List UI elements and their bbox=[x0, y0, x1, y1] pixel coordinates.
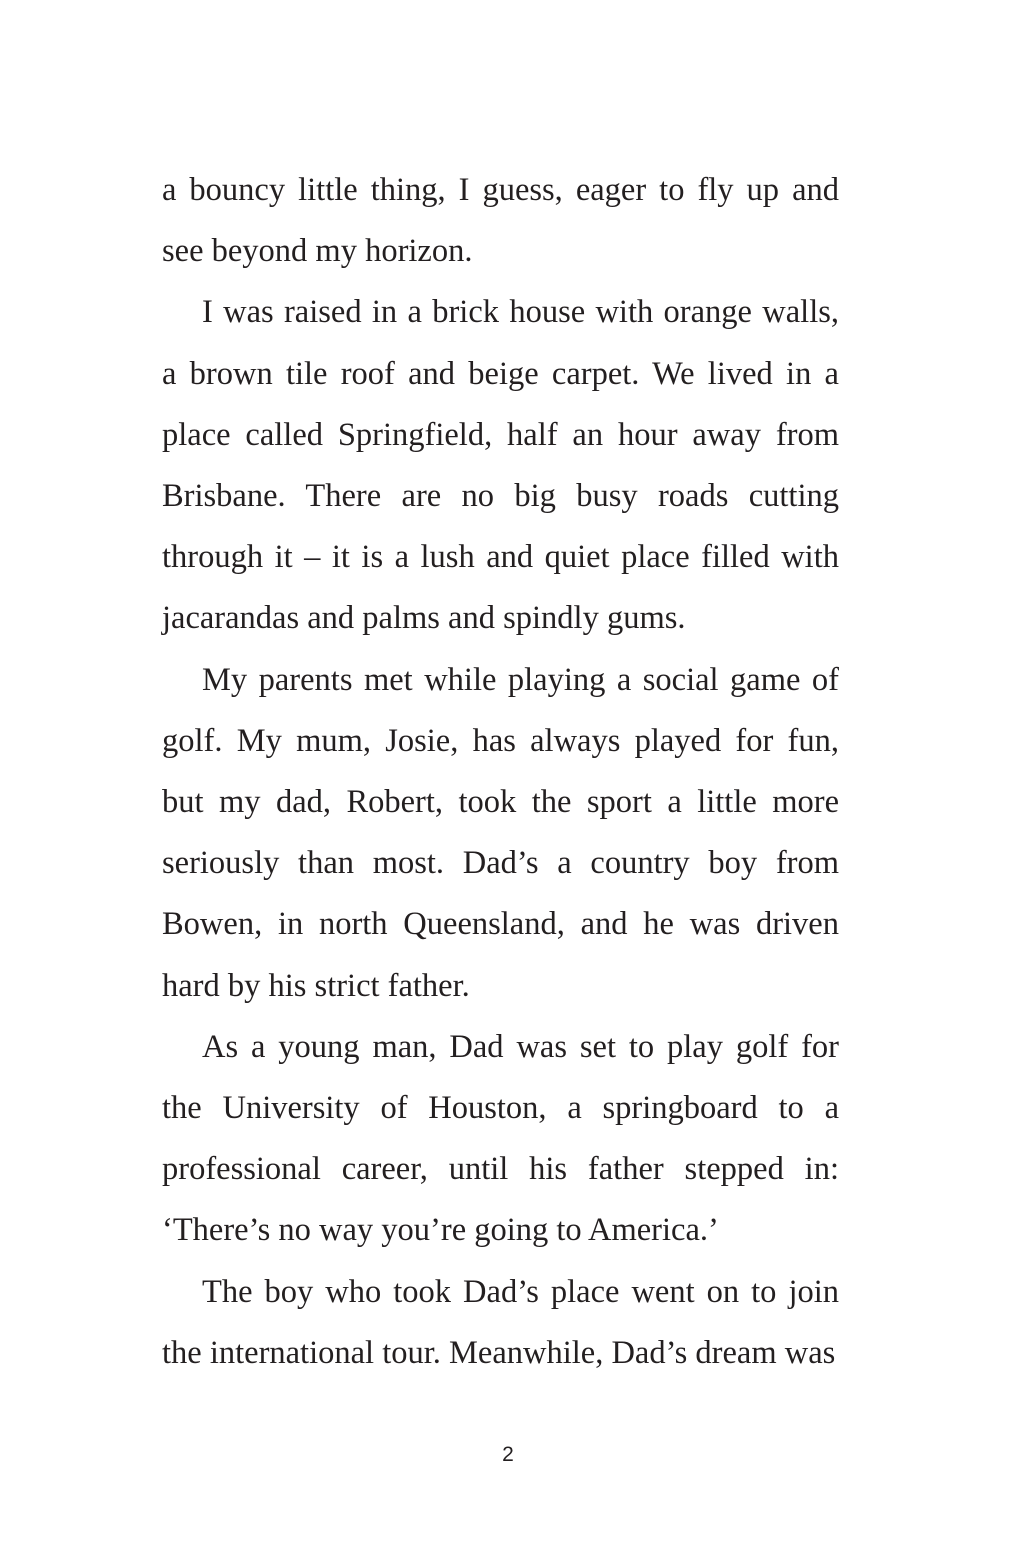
paragraph-childhood-home: I was raised in a brick house with orange walls, a brown tile roof and beige carpet. We lived in a place called Springfield, half an hour away from Brisbane. There are no big busy roads cutting through it – it is a lush and quiet place filled with jacarandas and palms and spindly gums. bbox=[162, 294, 839, 637]
paragraph-parents-met: My parents met while playing a social game of golf. My mum, Josie, has always played for fun, but my dad, Robert, took the sport a little more seriously than most. Dad’s a country boy from Bowen, in north Queensland, and he was driven hard by his strict father. bbox=[162, 661, 839, 1004]
paragraph-university: As a young man, Dad was set to play golf for the University of Houston, a springboard to a professional career, until his father stepped in: ‘There’s no way you’re going to America.’ bbox=[162, 1028, 839, 1249]
page-number: 2 bbox=[502, 1443, 514, 1466]
paragraph-continuation: a bouncy little thing, I guess, eager to fly up and see beyond my horizon. bbox=[162, 172, 839, 270]
paragraph-dream: The boy who took Dad’s place went on to join the international tour. Meanwhile, Dad’s dream was bbox=[162, 1273, 839, 1371]
page-body bbox=[162, 160, 839, 1384]
